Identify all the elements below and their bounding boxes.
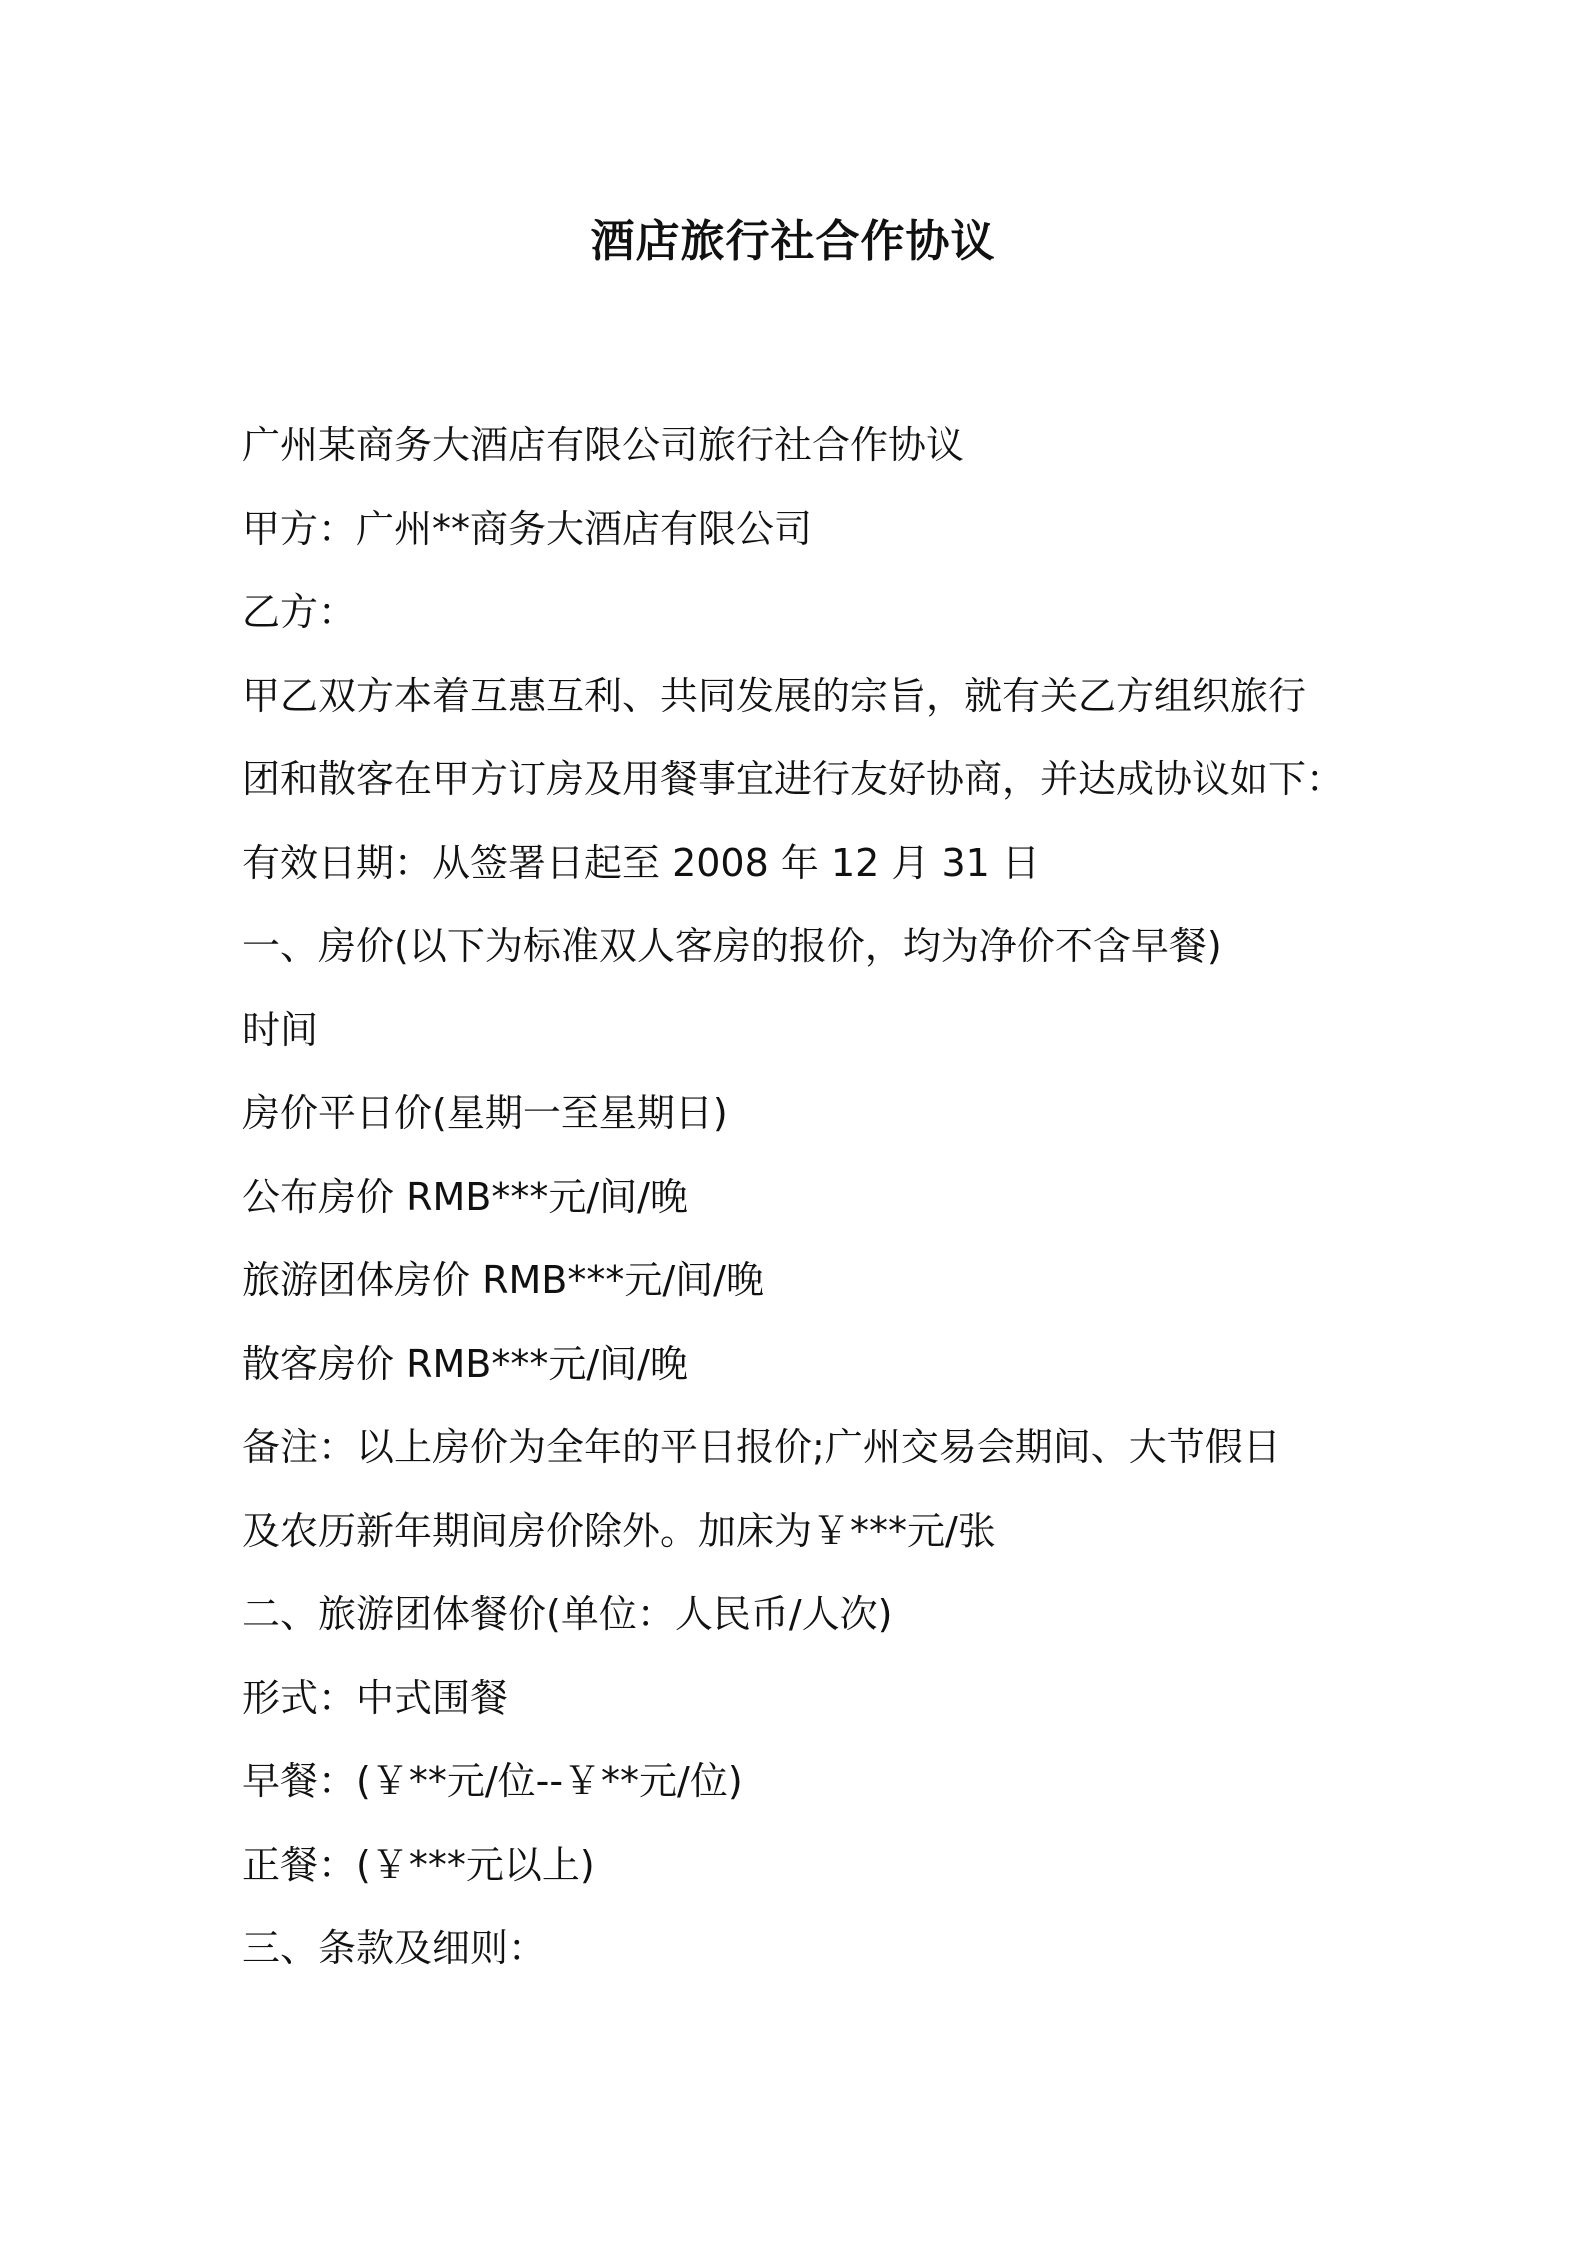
body-line: 早餐：(￥**元/位--￥**元/位)	[242, 1759, 743, 1803]
body-line: 备注：以上房价为全年的平日报价;广州交易会期间、大节假日	[242, 1425, 1281, 1469]
body-line: 一、房价(以下为标准双人客房的报价，均为净价不含早餐)	[242, 924, 1222, 968]
body-line: 二、旅游团体餐价(单位：人民币/人次)	[242, 1592, 893, 1636]
document-body	[242, 404, 1362, 1991]
body-line: 旅游团体房价 RMB***元/间/晚	[242, 1258, 764, 1302]
body-line: 三、条款及细则：	[242, 1926, 547, 1970]
document-title: 酒店旅行社合作协议	[590, 216, 996, 267]
body-line: 团和散客在甲方订房及用餐事宜进行友好协商，并达成协议如下：	[242, 757, 1345, 801]
body-line: 时间	[242, 1007, 319, 1052]
body-line: 乙方：	[242, 590, 357, 634]
body-line: 有效日期：从签署日起至 2008 年 12 月 31 日	[242, 840, 1040, 885]
body-line: 公布房价 RMB***元/间/晚	[242, 1174, 688, 1219]
body-line: 形式：中式围餐	[242, 1675, 509, 1720]
body-line: 甲乙双方本着互惠互利、共同发展的宗旨，就有关乙方组织旅行	[242, 673, 1307, 718]
body-line: 散客房价 RMB***元/间/晚	[242, 1341, 688, 1386]
body-line: 及农历新年期间房价除外。加床为￥***元/张	[242, 1508, 996, 1553]
body-line: 甲方：广州**商务大酒店有限公司	[242, 506, 813, 551]
body-line: 房价平日价(星期一至星期日)	[242, 1091, 728, 1135]
body-line: 正餐：(￥***元以上)	[242, 1842, 595, 1887]
body-line: 广州某商务大酒店有限公司旅行社合作协议	[242, 423, 965, 467]
